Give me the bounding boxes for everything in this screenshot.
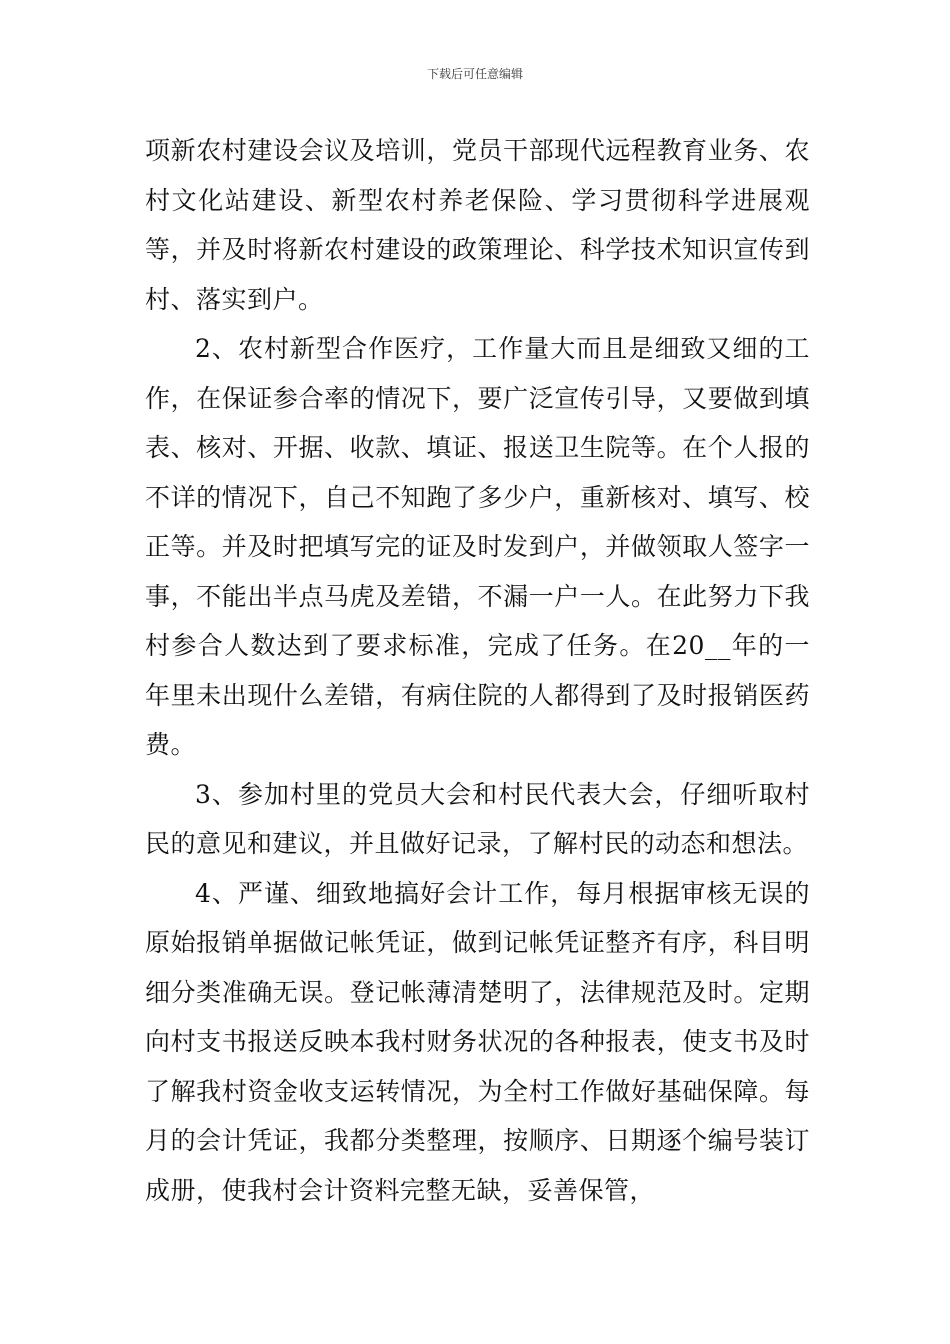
page-header-note: 下载后可任意编辑 bbox=[426, 67, 523, 81]
paragraph-item-2: 2、农村新型合作医疗，工作量大而且是细致又细的工作，在保证参合率的情况下，要广泛宣传引导，又要做到填表、核对、开据、收款、填证、报送卫生院等。在个人报的不详的情况下，自己不知跑了多少户，重新核对、填写、校正等。并及时把填写完的证及时发到户，并做领取人签字一事，不能出半点马虎及差错，不漏一户一人。在此努力下我村参合人数达到了要求标准，完成了任务。在20__年的一年里未出现什么差错，有病住院的人都得到了及时报销医药费。 bbox=[145, 334, 810, 759]
document-body bbox=[145, 126, 810, 1215]
paragraph-intro-continuation: 项新农村建设会议及培训，党员干部现代远程教育业务、农村文化站建设、新型农村养老保险、学习贯彻科学进展观等，并及时将新农村建设的政策理论、科学技术知识宣传到村、落实到户。 bbox=[145, 136, 810, 314]
paragraph-item-3: 3、参加村里的党员大会和村民代表大会，仔细听取村民的意见和建议，并且做好记录，了解村民的动态和想法。 bbox=[145, 779, 810, 858]
paragraph-item-4: 4、严谨、细致地搞好会计工作，每月根据审核无误的原始报销单据做记帐凭证，做到记帐凭证整齐有序，科目明细分类准确无误。登记帐薄清楚明了，法律规范及时。定期向村支书报送反映本我村财务状况的各种报表，使支书及时了解我村资金收支运转情况，为全村工作做好基础保障。每月的会计凭证，我都分类整理，按顺序、日期逐个编号装订成册，使我村会计资料完整无缺，妥善保管， bbox=[145, 878, 810, 1205]
